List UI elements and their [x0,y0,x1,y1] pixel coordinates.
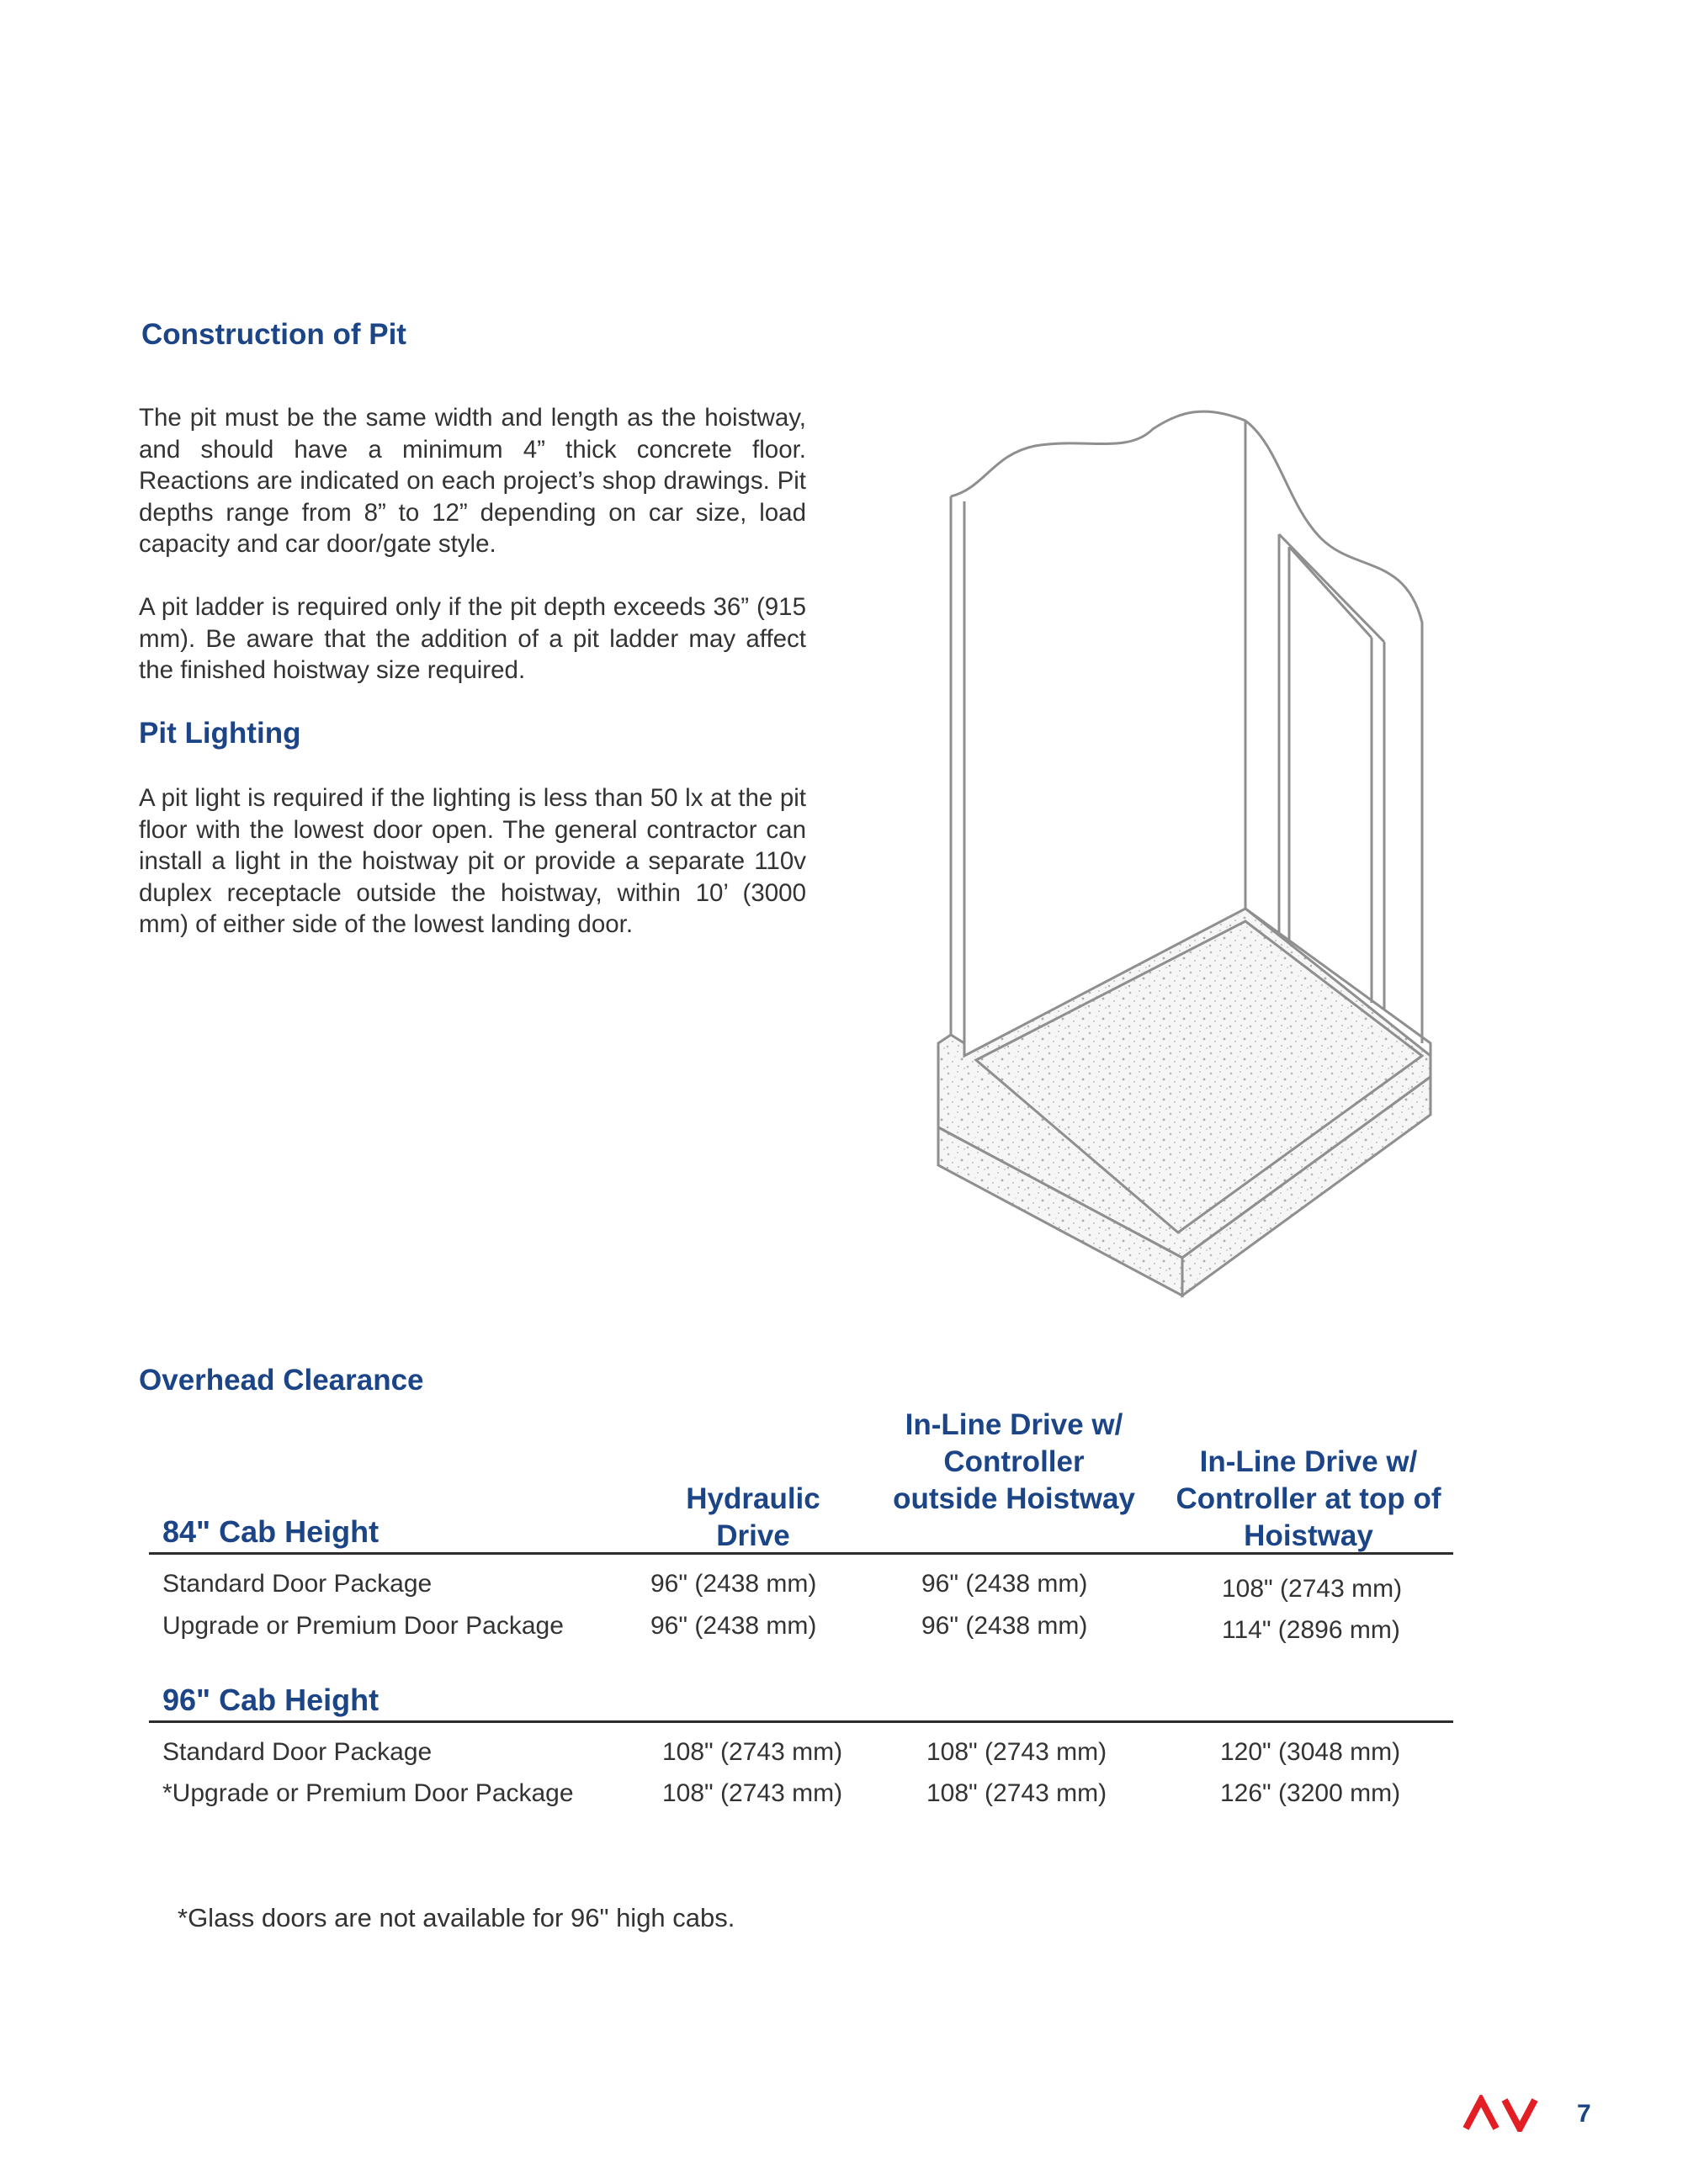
table-row-label: *Upgrade or Premium Door Package [162,1779,574,1807]
page-number: 7 [1577,2100,1591,2128]
table-cell: 96" (2438 mm) [921,1612,1088,1640]
table-cell: 114" (2896 mm) [1222,1616,1400,1644]
table-cell: 126" (3200 mm) [1220,1779,1401,1807]
construction-paragraph-2: A pit ladder is required only if the pit depth exceeds 36” (915 mm). Be aware that the addition of a pit ladder may affect the finished hoistway size required. [139,593,806,684]
cab-height-96-label: 96" Cab Height [162,1683,380,1717]
table-cell: 108" (2743 mm) [662,1779,843,1807]
hoistway-pit-illustration [926,404,1515,1312]
table-row-label: Standard Door Package [162,1738,433,1766]
table-cell: 120" (3048 mm) [1220,1738,1401,1766]
overhead-heading: Overhead Clearance [139,1364,424,1397]
table-cell: 96" (2438 mm) [650,1570,817,1598]
table-row-label: Upgrade or Premium Door Package [162,1612,564,1640]
construction-paragraph-1: The pit must be the same width and length as the hoistway, and should have a minimum 4” thick concrete floor. Reactions are indicated on each project’s shop drawings. Pit depths range from 8” to 12” depending on car size, load capacity and car door/gate style. [139,404,806,558]
column-header-hydraulic-drive: Hydraulic Drive [686,1482,820,1552]
table-cell: 96" (2438 mm) [921,1570,1088,1598]
table-cell: 96" (2438 mm) [650,1612,817,1640]
table-cell: 108" (2743 mm) [1222,1575,1403,1603]
lighting-paragraph: A pit light is required if the lighting is less than 50 lx at the pit floor with the lowest door open. The general contractor can install a light in the hoistway pit or provide a separate 110v duplex receptacle outside the hoistway, within 10’ (3000 mm) of either side of the lowest landing door. [139,784,806,938]
column-header-inline-controller-outside: In-Line Drive w/ Controller outside Hoistway [893,1408,1135,1515]
table-cell: 108" (2743 mm) [662,1738,843,1766]
table-cell: 108" (2743 mm) [926,1738,1107,1766]
av-logo [1462,2095,1540,2132]
column-header-inline-controller-top: In-Line Drive w/ Controller at top of Hoistway [1176,1445,1441,1552]
table-rule-84 [149,1552,1453,1555]
cab-height-84-label: 84" Cab Height [162,1514,380,1549]
footnote: *Glass doors are not available for 96" high cabs. [178,1903,735,1932]
table-row-label: Standard Door Package [162,1570,433,1598]
table-rule-96 [149,1720,1453,1723]
lighting-heading: Pit Lighting [139,717,301,750]
table-cell: 108" (2743 mm) [926,1779,1107,1807]
construction-heading: Construction of Pit [141,318,406,351]
